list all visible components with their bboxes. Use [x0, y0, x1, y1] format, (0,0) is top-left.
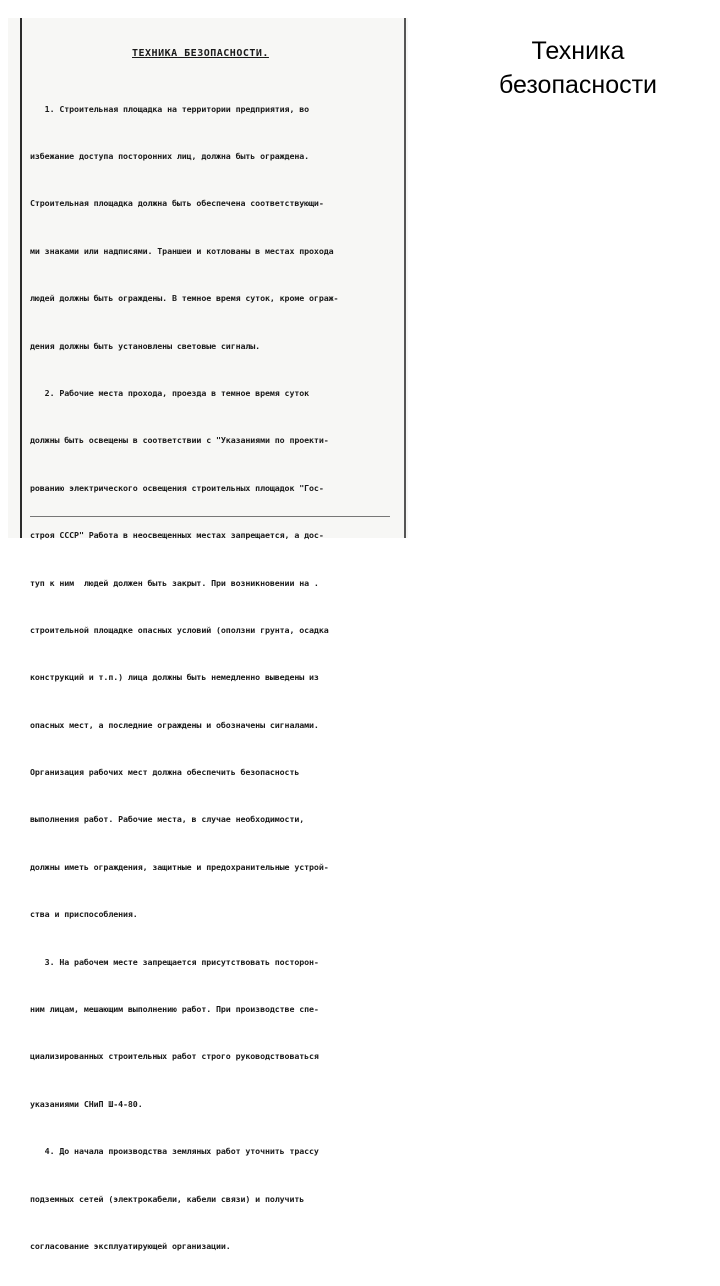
- document-line: ми знаками или надписями. Траншеи и котлованы в местах прохода: [30, 245, 334, 256]
- scan-right-edge: [404, 18, 406, 538]
- document-line: строительной площадке опасных условий (оползни грунта, осадка: [30, 624, 329, 635]
- document-line: должны быть освещены в соответствии с "Указаниями по проекти-: [30, 435, 329, 446]
- document-heading: ТЕХНИКА БЕЗОПАСНОСТИ.: [132, 48, 269, 59]
- document-line: 1. Строительная площадка на территории предприятия, во: [30, 103, 310, 114]
- slide-title: [448, 34, 708, 102]
- document-line: согласование эксплуатирующей организации.: [30, 1240, 231, 1251]
- document-line: рованию электрического освещения строительных площадок "Гос-: [30, 482, 324, 493]
- document-line: должны иметь ограждения, защитные и предохранительные устрой-: [30, 861, 329, 872]
- document-line: ства и приспособления.: [30, 909, 138, 920]
- document-line: указаниями СНиП Ш-4-80.: [30, 1098, 143, 1109]
- document-line: избежание доступа посторонних лиц, должна быть ограждена.: [30, 150, 310, 161]
- document-body: [30, 70, 390, 1286]
- document-line: подземных сетей (электрокабели, кабели связи) и получить: [30, 1193, 305, 1204]
- document-line: туп к ним людей должен быть закрыт. При возникновении на .: [30, 577, 319, 588]
- slide-title-line-2: безопасности: [498, 71, 658, 99]
- document-line: конструкций и т.п.) лица должны быть немедленно выведены из: [30, 672, 319, 683]
- document-line: 2. Рабочие места прохода, проезда в темное время суток: [30, 387, 310, 398]
- document-line: опасных мест, а последние ограждены и обозначены сигналами.: [30, 719, 319, 730]
- document-line: ним лицам, мешающим выполнению работ. При производстве спе-: [30, 1004, 319, 1015]
- scanned-document: [8, 18, 408, 1251]
- document-line: Строительная площадка должна быть обеспечена соответствующи-: [30, 198, 324, 209]
- document-line: 4. До начала производства земляных работ уточнить трассу: [30, 1146, 319, 1157]
- document-line: циализированных строительных работ строго руководствоваться: [30, 1051, 319, 1062]
- document-line: Организация рабочих мест должна обеспечить безопасность: [30, 767, 300, 778]
- bottom-rule: [30, 516, 390, 517]
- document-line: дения должны быть установлены световые сигналы.: [30, 340, 261, 351]
- document-line: строя СССР" Работа в неосвещенных местах запрещается, а дос-: [30, 530, 324, 541]
- slide-title-line-1: Техника: [531, 37, 625, 65]
- scan-left-edge: [20, 18, 22, 538]
- document-line: выполнения работ. Рабочие места, в случае необходимости,: [30, 814, 305, 825]
- document-line: людей должны быть ограждены. В темное время суток, кроме ограж-: [30, 293, 339, 304]
- document-line: 3. На рабочем месте запрещается присутствовать посторон-: [30, 956, 319, 967]
